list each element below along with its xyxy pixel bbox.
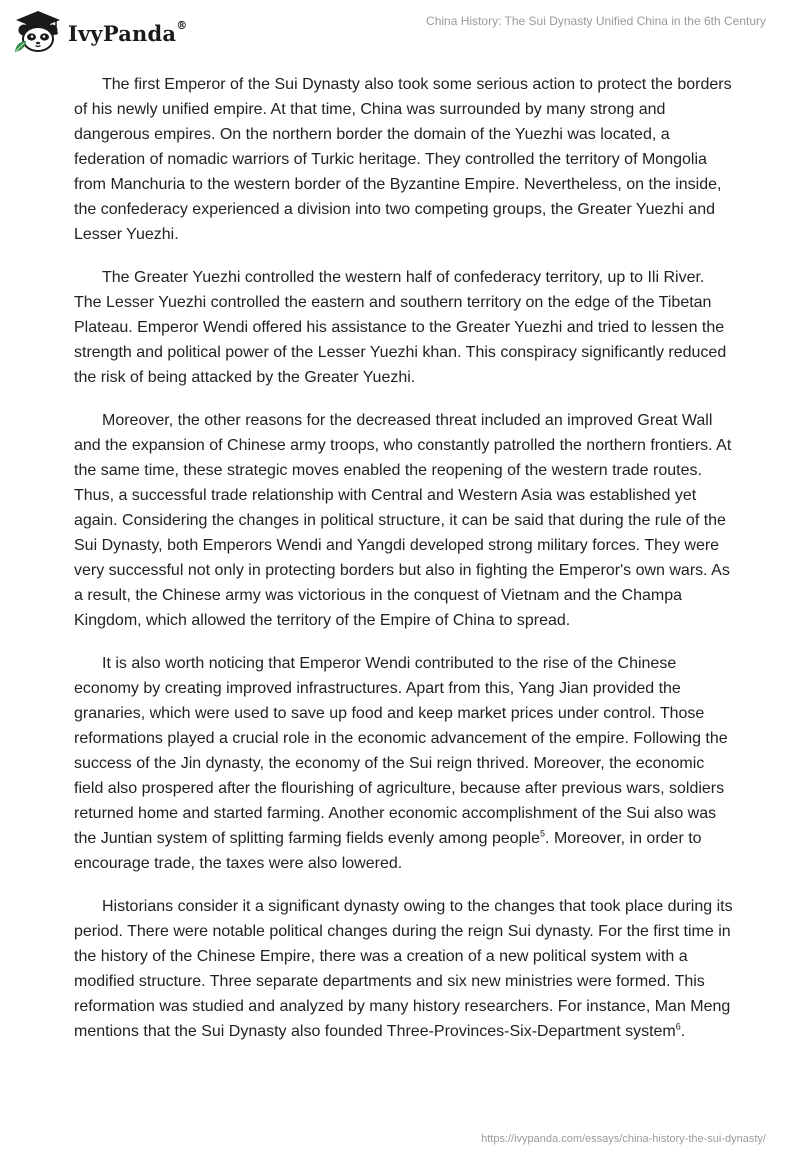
essay-body	[74, 72, 734, 1062]
paragraph-4	[74, 651, 734, 876]
source-url[interactable]: https://ivypanda.com/essays/china-history-the-sui-dynasty/	[481, 1133, 766, 1145]
document-title: China History: The Sui Dynasty Unified China in the 6th Century	[426, 14, 766, 28]
brand-text: IvyPanda	[68, 20, 177, 46]
paragraph-text: The first Emperor of the Sui Dynasty also took some serious action to protect the borders of his newly unified empire. At that time, China was surrounded by many strong and dangerous empires. On the northern border the domain of the Yuezhi was located, a federation of nomadic warriors of Turkic heritage. They controlled the territory of Mongolia from Manchuria to the western border of the Byzantine Empire. Nevertheless, on the inside, the confederacy experienced a division into two competing groups, the Greater Yuezhi and Lesser Yuezhi.	[74, 76, 732, 243]
paragraph-1	[74, 72, 734, 247]
ivypanda-logo[interactable]	[12, 8, 187, 54]
paragraph-text-after: . Moreover, in order to encourage trade, the taxes were also lowered.	[74, 830, 702, 872]
panda-graduate-icon	[12, 8, 64, 54]
page-header	[0, 0, 800, 60]
paragraph-text-after: .	[680, 1023, 686, 1040]
paragraph-text: Moreover, the other reasons for the decreased threat included an improved Great Wall and the expansion of Chinese army troops, who constantly patrolled the northern frontiers. At the same time, these strategic moves enabled the reopening of the western trade routes. Thus, a successful trade relationship with Central and Western Asia was established yet again. Considering the changes in political structure, it can be said that during the rule of the Sui Dynasty, both Emperors Wendi and Yangdi developed strong military forces. They were very successful not only in protecting borders but also in fighting the Emperor's own wars. As a result, the Chinese army was victorious in the conquest of Vietnam and the Champa Kingdom, which allowed the territory of the Empire of China to spread.	[74, 412, 732, 629]
brand-registered-mark: ®	[176, 18, 188, 32]
paragraph-text: Historians consider it a significant dynasty owing to the changes that took place during its period. There were notable political changes during the reign Sui dynasty. For the first time in the history of the Chinese Empire, there was a creation of a new political system with a modified structure. Three separate departments and six new ministries were formed. This reformation was studied and analyzed by many history researchers. For instance, Man Meng mentions that the Sui Dynasty also founded Three-Provinces-Six-Department system	[74, 898, 733, 1040]
footnote-marker[interactable]: 6	[675, 1021, 681, 1032]
paragraph-3	[74, 408, 734, 633]
footnote-marker[interactable]: 5	[540, 828, 546, 839]
brand-name	[68, 18, 188, 46]
paragraph-5	[74, 894, 734, 1044]
paragraph-2	[74, 265, 734, 390]
paragraph-text: The Greater Yuezhi controlled the western half of confederacy territory, up to Ili River. The Lesser Yuezhi controlled the eastern and southern territory on the edge of the Tibetan Plateau. Emperor Wendi offered his assistance to the Greater Yuezhi and tried to lessen the strength and political power of the Lesser Yuezhi khan. This conspiracy significantly reduced the risk of being attacked by the Greater Yuezhi.	[74, 269, 727, 386]
paragraph-text: It is also worth noticing that Emperor Wendi contributed to the rise of the Chinese economy by creating improved infrastructures. Apart from this, Yang Jian provided the granaries, which were used to save up food and keep market prices under control. Those reformations played a crucial role in the economic advancement of the empire. Following the success of the Jin dynasty, the economy of the Sui reign thrived. Moreover, the economic field also prospered after the flourishing of agriculture, because after previous wars, soldiers returned home and started farming. Another economic accomplishment of the Sui also was the Juntian system of splitting farming fields evenly among people	[74, 655, 728, 847]
